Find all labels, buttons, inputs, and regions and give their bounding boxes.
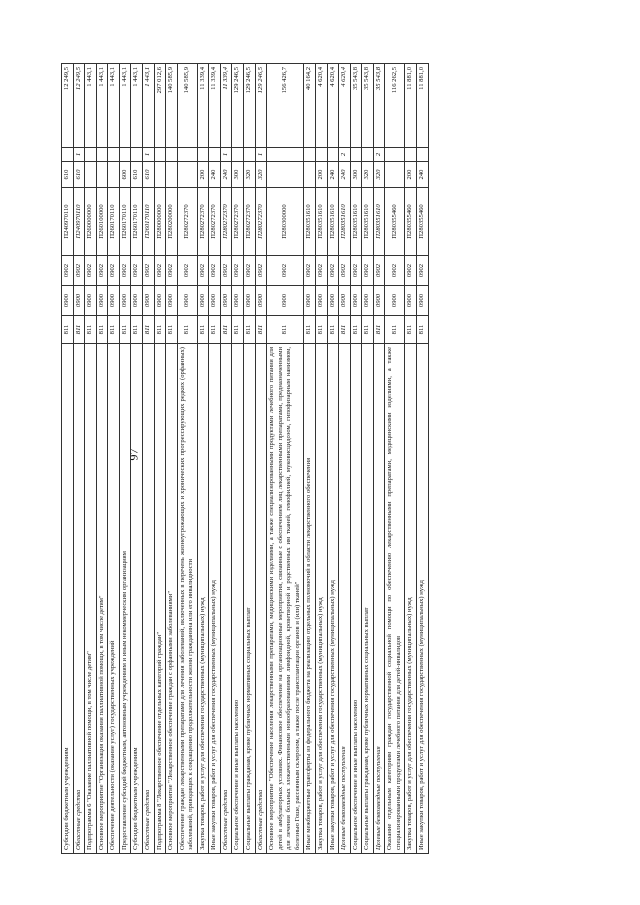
- amount: 129 246,5: [232, 64, 244, 148]
- amount: 297 012,6: [154, 64, 166, 148]
- target-article-code: П260170110: [108, 188, 120, 256]
- expense-type-code: 610: [73, 162, 85, 188]
- ved-code: 811: [73, 316, 85, 344]
- row-name: Обеспечение граждан лекарственными препаратами для лечения заболеваний, включенных в перечень жизнеугрожающих и хронических прогрессирующих редких (орфанных) заболеваний, приводящих к сокращению продолжительности жизни гражданина или его инвалидности: [177, 344, 197, 854]
- amount: 11 339,4: [220, 64, 232, 148]
- ved-code: 811: [119, 316, 131, 344]
- row-name: Иные закупки товаров, работ и услуг для обеспечения государственных (муниципальных) нужд: [209, 344, 221, 854]
- funding-source-mark: [197, 148, 209, 162]
- funding-source-mark: [244, 148, 256, 162]
- expense-type-code: [385, 162, 405, 188]
- target-article-code: П280351610: [339, 188, 351, 256]
- row-name: Оказание отдельным категориям граждан государственной социальной помощи по обеспечению лекарственными препаратами, медицинскими изделиями, а также специализированными продуктами лечебного питания для детей-инвалидов: [385, 344, 405, 854]
- funding-source-mark: 2: [373, 148, 385, 162]
- row-name: Социальное обеспечение и иные выплаты населению: [232, 344, 244, 854]
- funding-source-mark: [350, 148, 362, 162]
- amount: 40 164,2: [304, 64, 316, 148]
- table-row: [244, 64, 256, 854]
- target-article-code: П280355460: [417, 188, 429, 256]
- ved-code: 811: [373, 316, 385, 344]
- ved-code: 811: [417, 316, 429, 344]
- table-row: [166, 64, 178, 854]
- target-article-code: П280272370: [177, 188, 197, 256]
- budget-table-rotated: [61, 64, 525, 854]
- amount: 140 585,9: [177, 64, 197, 148]
- subsection-code: 0902: [373, 256, 385, 286]
- expense-type-code: [85, 162, 97, 188]
- section-code: 0900: [142, 286, 154, 316]
- row-name: Социальные выплаты гражданам, кроме публичных нормативных социальных выплат: [362, 344, 374, 854]
- amount: 35 543,8: [373, 64, 385, 148]
- expense-type-code: [154, 162, 166, 188]
- amount: 4 620,4: [339, 64, 351, 148]
- target-article-code: П280355460: [385, 188, 405, 256]
- row-name: Основное мероприятие "Организация оказания паллиативной помощи, в том числе детям": [96, 344, 108, 854]
- subsection-code: 0902: [327, 256, 339, 286]
- table-row: [85, 64, 97, 854]
- table-row: [267, 64, 304, 854]
- expense-type-code: 240: [327, 162, 339, 188]
- funding-source-mark: [362, 148, 374, 162]
- section-code: 0900: [177, 286, 197, 316]
- row-name: Субсидии бюджетным учреждениям: [62, 344, 74, 854]
- table-row: [131, 64, 143, 854]
- ved-code: 811: [339, 316, 351, 344]
- row-name: Основное мероприятие "Лекарственное обеспечение граждан с орфанными заболеваниями": [166, 344, 178, 854]
- subsection-code: 0902: [73, 256, 85, 286]
- amount: 1 443,1: [96, 64, 108, 148]
- section-code: 0900: [350, 286, 362, 316]
- amount: 1 443,1: [142, 64, 154, 148]
- section-code: 0900: [327, 286, 339, 316]
- subsection-code: 0902: [405, 256, 417, 286]
- row-name: Целевые безвозмездные поступления: [373, 344, 385, 854]
- row-name: Социальные выплаты гражданам, кроме публичных нормативных социальных выплат: [244, 344, 256, 854]
- target-article-code: П280200000: [166, 188, 178, 256]
- funding-source-mark: [154, 148, 166, 162]
- funding-source-mark: 1: [142, 148, 154, 162]
- subsection-code: 0902: [197, 256, 209, 286]
- table-row: [417, 64, 429, 854]
- row-name: Областные средства: [255, 344, 267, 854]
- row-name: Подпрограмма 6 "Оказание паллиативной помощи, в том числе детям": [85, 344, 97, 854]
- table-row: [197, 64, 209, 854]
- expense-type-code: 320: [244, 162, 256, 188]
- row-name: Закупка товаров, работ и услуг для обеспечения государственных (муниципальных) нужд: [315, 344, 327, 854]
- target-article-code: П260170110: [131, 188, 143, 256]
- expense-type-code: [96, 162, 108, 188]
- section-code: 0900: [385, 286, 405, 316]
- funding-source-mark: [385, 148, 405, 162]
- subsection-code: 0902: [304, 256, 316, 286]
- subsection-code: 0902: [131, 256, 143, 286]
- section-code: 0900: [154, 286, 166, 316]
- table-row: [373, 64, 385, 854]
- section-code: 0900: [166, 286, 178, 316]
- ved-code: 811: [108, 316, 120, 344]
- target-article-code: П280351610: [362, 188, 374, 256]
- row-name: Предоставление субсидий бюджетным, автономным учреждениям и иным некоммерческим организациям: [119, 344, 131, 854]
- subsection-code: 0902: [267, 256, 304, 286]
- amount: 12 249,5: [73, 64, 85, 148]
- amount: 11 881,0: [417, 64, 429, 148]
- ved-code: 811: [385, 316, 405, 344]
- target-article-code: П260170110: [142, 188, 154, 256]
- target-article-code: П280272370: [209, 188, 221, 256]
- subsection-code: 0902: [96, 256, 108, 286]
- target-article-code: П280000000: [154, 188, 166, 256]
- expense-type-code: 300: [350, 162, 362, 188]
- amount: 1 443,1: [108, 64, 120, 148]
- expense-type-code: 610: [131, 162, 143, 188]
- target-article-code: П260100000: [96, 188, 108, 256]
- funding-source-mark: [166, 148, 178, 162]
- expense-type-code: 300: [232, 162, 244, 188]
- table-row: [220, 64, 232, 854]
- section-code: 0900: [244, 286, 256, 316]
- amount: 11 339,4: [197, 64, 209, 148]
- amount: 11 339,4: [209, 64, 221, 148]
- row-name: Иные межбюджетные трансферты из федерального бюджета на реализацию отдельных полномочий в области лекарственного обеспечения: [304, 344, 316, 854]
- row-name: Областные средства: [73, 344, 85, 854]
- subsection-code: 0902: [244, 256, 256, 286]
- ved-code: 811: [62, 316, 74, 344]
- ved-code: 811: [177, 316, 197, 344]
- target-article-code: П280351610: [315, 188, 327, 256]
- funding-source-mark: [315, 148, 327, 162]
- row-name: Иные закупки товаров, работ и услуг для обеспечения государственных (муниципальных) нужд: [417, 344, 429, 854]
- amount: 1 443,1: [119, 64, 131, 148]
- table-row: [73, 64, 85, 854]
- row-name: Областные средства: [220, 344, 232, 854]
- subsection-code: 0902: [62, 256, 74, 286]
- table-row: [62, 64, 74, 854]
- expense-type-code: 200: [405, 162, 417, 188]
- section-code: 0900: [62, 286, 74, 316]
- target-article-code: П280272370: [197, 188, 209, 256]
- table-row: [96, 64, 108, 854]
- ved-code: 811: [85, 316, 97, 344]
- expense-type-code: 200: [197, 162, 209, 188]
- row-name: Подпрограмма 8 "Лекарственное обеспечение отдельных категорий граждан": [154, 344, 166, 854]
- section-code: 0900: [255, 286, 267, 316]
- funding-source-mark: [209, 148, 221, 162]
- funding-source-mark: [62, 148, 74, 162]
- expense-type-code: 240: [417, 162, 429, 188]
- funding-source-mark: [232, 148, 244, 162]
- subsection-code: 0902: [119, 256, 131, 286]
- target-article-code: П280355460: [405, 188, 417, 256]
- ved-code: 811: [350, 316, 362, 344]
- target-article-code: П280272370: [220, 188, 232, 256]
- table-row: [154, 64, 166, 854]
- section-code: 0900: [362, 286, 374, 316]
- section-code: 0900: [119, 286, 131, 316]
- ved-code: 811: [197, 316, 209, 344]
- amount: 1 443,1: [131, 64, 143, 148]
- funding-source-mark: 1: [220, 148, 232, 162]
- section-code: 0900: [315, 286, 327, 316]
- funding-source-mark: 1: [255, 148, 267, 162]
- subsection-code: 0902: [362, 256, 374, 286]
- expense-type-code: 240: [339, 162, 351, 188]
- target-article-code: П260170110: [119, 188, 131, 256]
- subsection-code: 0902: [142, 256, 154, 286]
- target-article-code: П280272370: [244, 188, 256, 256]
- ved-code: 811: [209, 316, 221, 344]
- funding-source-mark: [327, 148, 339, 162]
- section-code: 0900: [373, 286, 385, 316]
- section-code: 0900: [220, 286, 232, 316]
- row-name: Иные закупки товаров, работ и услуг для обеспечения государственных (муниципальных) нужд: [327, 344, 339, 854]
- expense-type-code: 200: [315, 162, 327, 188]
- ved-code: 811: [96, 316, 108, 344]
- ved-code: 811: [405, 316, 417, 344]
- amount: 4 620,4: [327, 64, 339, 148]
- table-row: [362, 64, 374, 854]
- subsection-code: 0902: [166, 256, 178, 286]
- subsection-code: 0902: [339, 256, 351, 286]
- target-article-code: П280351610: [350, 188, 362, 256]
- row-name: Субсидии бюджетным учреждениям: [131, 344, 143, 854]
- section-code: 0900: [304, 286, 316, 316]
- section-code: 0900: [209, 286, 221, 316]
- subsection-code: 0902: [255, 256, 267, 286]
- target-article-code: П260000000: [85, 188, 97, 256]
- expense-type-code: 610: [62, 162, 74, 188]
- amount: 140 585,9: [166, 64, 178, 148]
- amount: 129 246,5: [244, 64, 256, 148]
- subsection-code: 0902: [154, 256, 166, 286]
- funding-source-mark: [267, 148, 304, 162]
- table-row: [108, 64, 120, 854]
- table-row: [304, 64, 316, 854]
- table-row: [327, 64, 339, 854]
- row-name: Социальное обеспечение и иные выплаты населению: [350, 344, 362, 854]
- row-name: Закупка товаров, работ и услуг для обеспечения государственных (муниципальных) нужд: [197, 344, 209, 854]
- section-code: 0900: [232, 286, 244, 316]
- target-article-code: П280272370: [255, 188, 267, 256]
- table-row: [255, 64, 267, 854]
- row-name: Областные средства: [142, 344, 154, 854]
- funding-source-mark: [177, 148, 197, 162]
- ved-code: 811: [315, 316, 327, 344]
- section-code: 0900: [197, 286, 209, 316]
- funding-source-mark: [108, 148, 120, 162]
- ved-code: 811: [327, 316, 339, 344]
- table-row: [405, 64, 417, 854]
- subsection-code: 0902: [350, 256, 362, 286]
- expense-type-code: 240: [220, 162, 232, 188]
- table-row: [339, 64, 351, 854]
- target-article-code: П280272370: [232, 188, 244, 256]
- expense-type-code: [267, 162, 304, 188]
- page-number: 97: [126, 448, 141, 461]
- amount: 11 881,0: [405, 64, 417, 148]
- expense-type-code: 320: [255, 162, 267, 188]
- target-article-code: П280351610: [373, 188, 385, 256]
- funding-source-mark: [405, 148, 417, 162]
- ved-code: 811: [142, 316, 154, 344]
- target-article-code: П240970110: [62, 188, 74, 256]
- amount: 129 246,5: [255, 64, 267, 148]
- target-article-code: П280300000: [267, 188, 304, 256]
- ved-code: 811: [304, 316, 316, 344]
- target-article-code: П280351610: [304, 188, 316, 256]
- row-name: Целевые безвозмездные поступления: [339, 344, 351, 854]
- ved-code: 811: [220, 316, 232, 344]
- amount: 116 262,5: [385, 64, 405, 148]
- expense-type-code: 240: [209, 162, 221, 188]
- expense-type-code: [108, 162, 120, 188]
- funding-source-mark: [96, 148, 108, 162]
- amount: 4 620,4: [315, 64, 327, 148]
- row-name: Закупка товаров, работ и услуг для обеспечения государственных (муниципальных) нужд: [405, 344, 417, 854]
- subsection-code: 0902: [417, 256, 429, 286]
- amount: 35 543,8: [362, 64, 374, 148]
- expense-type-code: 600: [119, 162, 131, 188]
- budget-table: [61, 63, 429, 854]
- ved-code: 811: [244, 316, 256, 344]
- row-name: Основное мероприятие "Обеспечение населения лекарственными препаратами, медицинскими изделиями, а также специализированными продуктами лечебного питания для детей в амбулаторных условиях. Финансовое обеспечение на организационные мероприятия, связанные с обеспечением лиц лекарственными препаратами, предназначенными для лечения больных злокачественными новообразованиями лимфоидной, кроветворной и родственных им тканей, гемофилией, муковисцидозом, гипофизарным нанизмом, болезнью Гоше, рассеянным склерозом, а также после трансплантации органов и (или) тканей": [267, 344, 304, 854]
- expense-type-code: [177, 162, 197, 188]
- table-row: [177, 64, 197, 854]
- section-code: 0900: [417, 286, 429, 316]
- funding-source-mark: [131, 148, 143, 162]
- table-row: [232, 64, 244, 854]
- section-code: 0900: [267, 286, 304, 316]
- expense-type-code: 610: [142, 162, 154, 188]
- funding-source-mark: 1: [73, 148, 85, 162]
- amount: 35 543,8: [350, 64, 362, 148]
- amount: 156 426,7: [267, 64, 304, 148]
- ved-code: 811: [267, 316, 304, 344]
- expense-type-code: 320: [373, 162, 385, 188]
- funding-source-mark: [119, 148, 131, 162]
- subsection-code: 0902: [220, 256, 232, 286]
- section-code: 0900: [108, 286, 120, 316]
- ved-code: 811: [232, 316, 244, 344]
- target-article-code: П280351610: [327, 188, 339, 256]
- table-row: [209, 64, 221, 854]
- expense-type-code: [304, 162, 316, 188]
- subsection-code: 0902: [85, 256, 97, 286]
- subsection-code: 0902: [232, 256, 244, 286]
- amount: 12 249,5: [62, 64, 74, 148]
- target-article-code: П240970110: [73, 188, 85, 256]
- expense-type-code: 320: [362, 162, 374, 188]
- section-code: 0900: [73, 286, 85, 316]
- ved-code: 811: [154, 316, 166, 344]
- ved-code: 811: [131, 316, 143, 344]
- subsection-code: 0902: [315, 256, 327, 286]
- row-name: Обеспечение деятельности (оказание услуг) государственных учреждений: [108, 344, 120, 854]
- section-code: 0900: [85, 286, 97, 316]
- funding-source-mark: [304, 148, 316, 162]
- section-code: 0900: [405, 286, 417, 316]
- funding-source-mark: [85, 148, 97, 162]
- subsection-code: 0902: [177, 256, 197, 286]
- subsection-code: 0902: [108, 256, 120, 286]
- section-code: 0900: [339, 286, 351, 316]
- section-code: 0900: [131, 286, 143, 316]
- table-row: [142, 64, 154, 854]
- table-row: [350, 64, 362, 854]
- ved-code: 811: [255, 316, 267, 344]
- ved-code: 811: [166, 316, 178, 344]
- ved-code: 811: [362, 316, 374, 344]
- amount: 1 443,1: [85, 64, 97, 148]
- subsection-code: 0902: [385, 256, 405, 286]
- table-row: [385, 64, 405, 854]
- funding-source-mark: 2: [339, 148, 351, 162]
- table-row: [315, 64, 327, 854]
- funding-source-mark: [417, 148, 429, 162]
- section-code: 0900: [96, 286, 108, 316]
- expense-type-code: [166, 162, 178, 188]
- subsection-code: 0902: [209, 256, 221, 286]
- table-row: [119, 64, 131, 854]
